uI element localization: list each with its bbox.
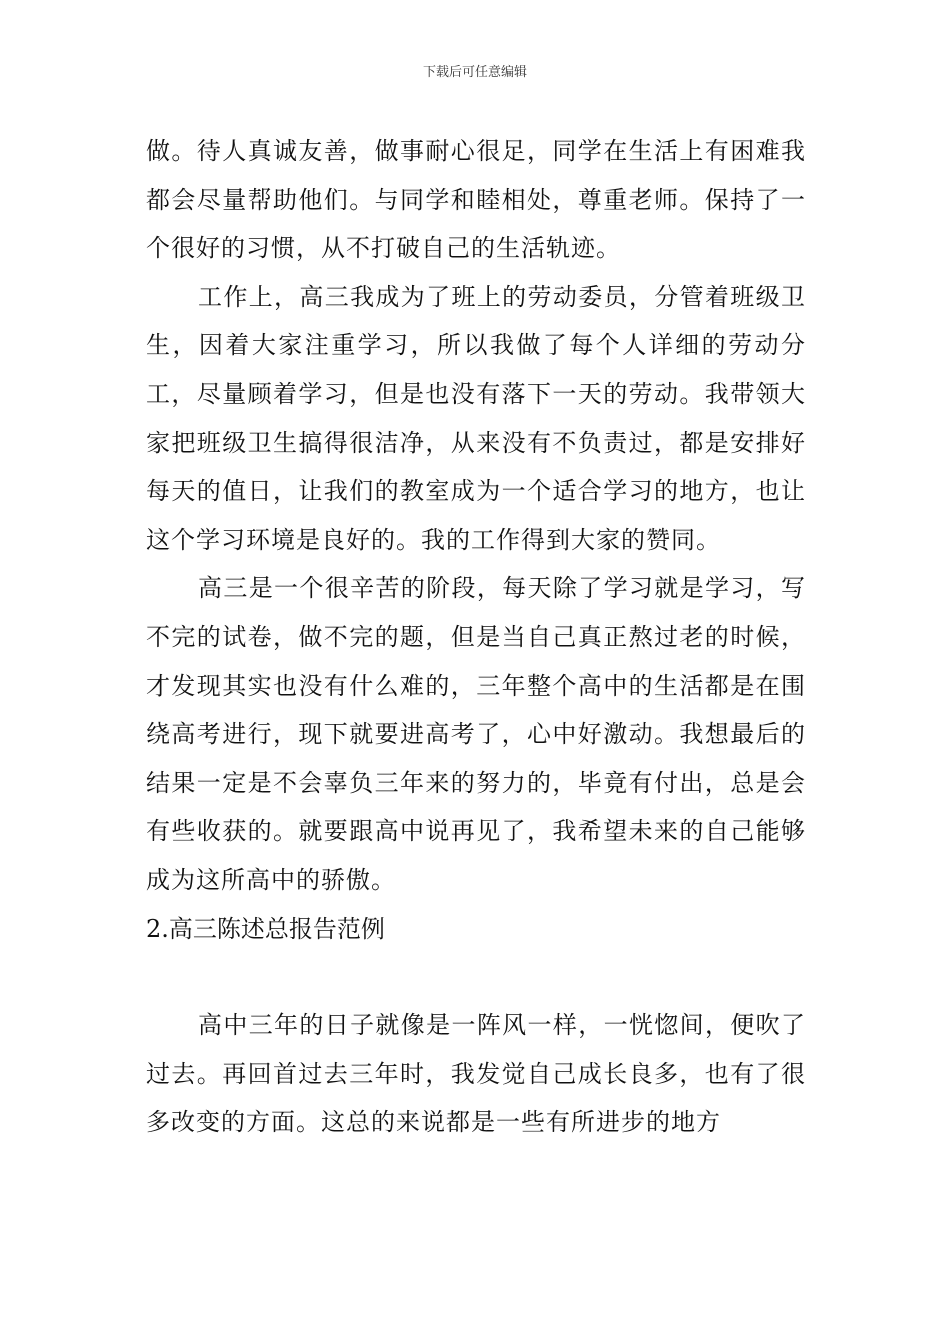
document-body: [146, 127, 806, 1147]
section-heading: 2.高三陈述总报告范例: [146, 914, 385, 943]
paragraph-report-intro: 高中三年的日子就像是一阵风一样，一恍惚间，便吹了过去。再回首过去三年时，我发觉自己成长良多，也有了很多改变的方面。这总的来说都是一些有所进步的地方: [146, 1011, 806, 1137]
paragraph-work: 工作上，高三我成为了班上的劳动委员，分管着班级卫生，因着大家注重学习，所以我做了每个人详细的劳动分工，尽量顾着学习，但是也没有落下一天的劳动。我带领大家把班级卫生搞得很洁净，从来没有不负责过，都是安排好每天的值日，让我们的教室成为一个适合学习的地方，也让这个学习环境是良好的。我的工作得到大家的赞同。: [146, 282, 806, 554]
paragraph-senior-year: 高三是一个很辛苦的阶段，每天除了学习就是学习，写不完的试卷，做不完的题，但是当自己真正熬过老的时候，才发现其实也没有什么难的，三年整个高中的生活都是在围绕高考进行，现下就要进高考了，心中好激动。我想最后的结果一定是不会辜负三年来的努力的，毕竟有付出，总是会有些收获的。就要跟高中说再见了，我希望未来的自己能够成为这所高中的骄傲。: [146, 574, 806, 894]
page-header: 下载后可任意编辑: [422, 65, 527, 80]
paragraph-continuation: 做。待人真诚友善，做事耐心很足，同学在生活上有困难我都会尽量帮助他们。与同学和睦相处，尊重老师。保持了一个很好的习惯，从不打破自己的生活轨迹。: [146, 137, 806, 263]
